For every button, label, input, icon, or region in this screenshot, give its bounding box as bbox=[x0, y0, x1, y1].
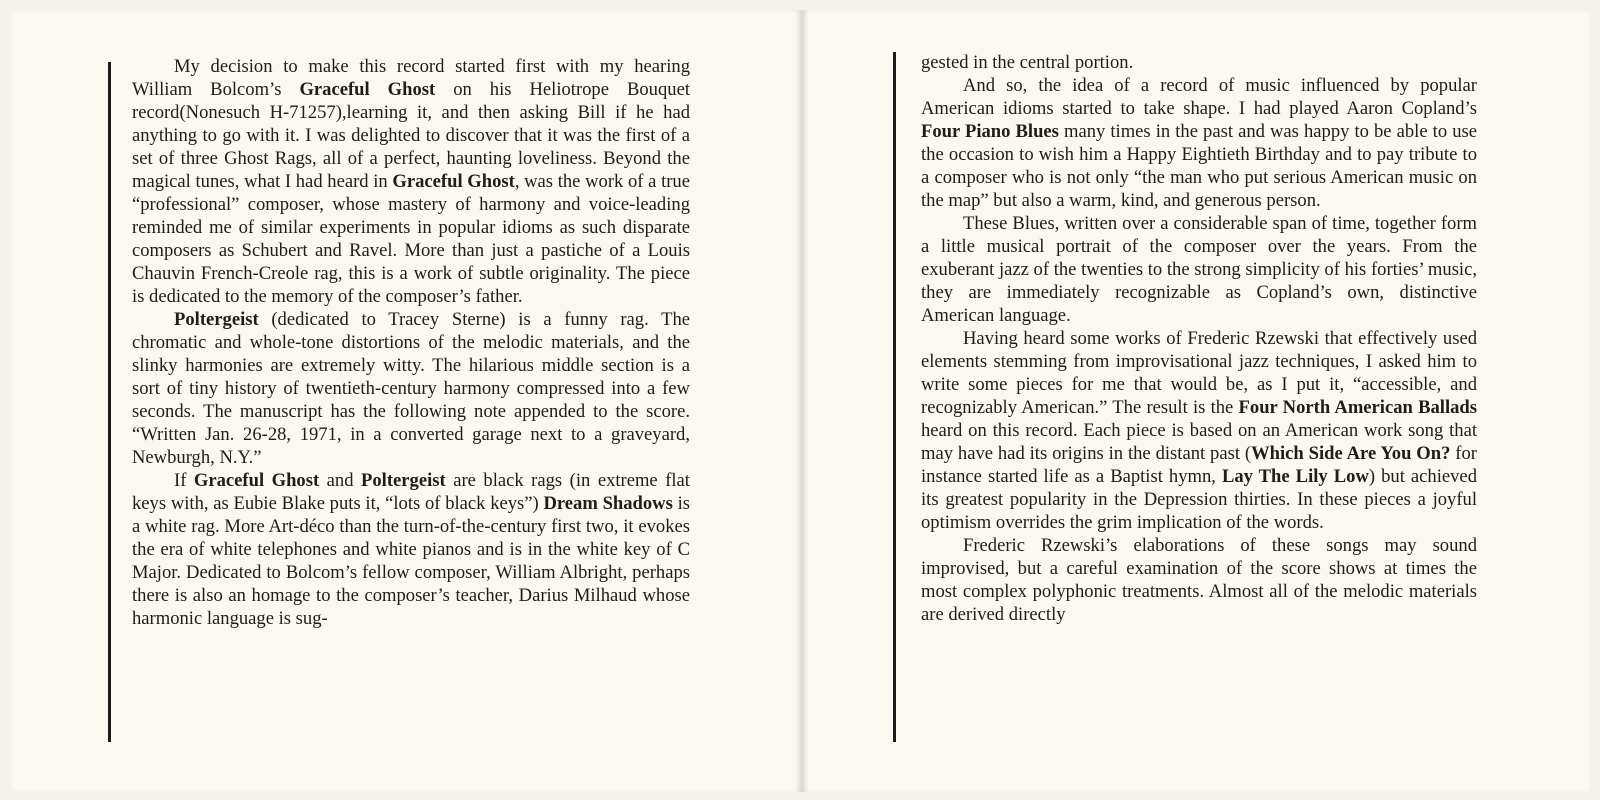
text-segment: are black rags (in extreme flat keys with, as Eubie Blake puts it, “lots of black keys”) bbox=[132, 470, 690, 514]
right-margin-rule bbox=[893, 52, 896, 742]
bold-title-text: Graceful Ghost bbox=[392, 171, 515, 192]
bold-title-text: Lay The Lily Low bbox=[1221, 466, 1369, 487]
text-segment: on his Heliotrope Bouquet record(Nonesuch H-71257),learning it, and then asking Bill if he had anything to go with it. I was delighted to discover that it was the first of a set of three Ghost Rags, all of a perfect, haunting loveliness. Beyond the magical tunes, what I had heard in bbox=[132, 79, 690, 192]
text-segment: If bbox=[174, 470, 194, 491]
text-segment: gested in the central portion. bbox=[921, 52, 1134, 73]
paragraph bbox=[132, 308, 690, 469]
left-text-column bbox=[132, 55, 690, 630]
paragraph bbox=[921, 212, 1477, 327]
text-segment: and bbox=[319, 470, 362, 491]
paragraph bbox=[132, 55, 690, 308]
bold-title-text: Graceful Ghost bbox=[193, 470, 320, 491]
text-segment: many times in the past and was happy to be able to use the occasion to wish him a Happy Eightieth Birthday and to pay tribute to a composer who is not only “the man who put serious American music on the map” but also a warm, kind, and generous person. bbox=[921, 121, 1477, 211]
paragraph bbox=[921, 534, 1477, 626]
bold-title-text: Dream Shadows bbox=[543, 493, 673, 514]
text-segment: is a white rag. More Art-déco than the turn-of-the-century first two, it evokes the era of white telephones and white pianos and is in the white key of C Major. Dedicated to Bolcom’s fellow composer, William Albright, perhaps there is also an homage to the composer’s teacher, Darius Milhaud whose harmonic language is sug- bbox=[132, 493, 690, 629]
text-segment: , was the work of a true “professional” composer, whose mastery of harmony and voice-leading reminded me of similar experiments in popular idioms as such disparate composers as Schubert and Ravel. More than just a pastiche of a Louis Chauvin French-Creole rag, this is a work of subtle originality. The piece is dedicated to the memory of the composer’s father. bbox=[132, 171, 690, 307]
text-segment: These Blues, written over a considerable span of time, together form a little musical portrait of the composer over the years. From the exuberant jazz of the twenties to the strong simplicity of his forties’ music, they are immediately recognizable as Copland’s own, distinctive American language. bbox=[921, 213, 1477, 326]
text-segment: And so, the idea of a record of music influenced by popular American idioms started to take shape. I had played Aaron Copland’s bbox=[921, 75, 1477, 119]
text-segment: My decision to make this record started first with my hearing William Bolcom’s bbox=[132, 56, 690, 100]
paragraph bbox=[921, 74, 1477, 212]
text-segment: for instance started life as a Baptist hymn, bbox=[921, 443, 1477, 487]
paragraph bbox=[921, 51, 1477, 74]
text-segment: (dedicated to Tracey Sterne) is a funny rag. The chromatic and whole-tone distortions of the melodic materials, and the slinky harmonies are extremely witty. The hilarious middle section is a sort of tiny history of twentieth-century harmony compressed into a few seconds. The manuscript has the following note appended to the score. “Written Jan. 26-28, 1971, in a converted garage next to a graveyard, Newburgh, N.Y.” bbox=[132, 309, 690, 468]
bold-title-text: Graceful Ghost bbox=[299, 79, 436, 100]
bold-title-text: Poltergeist bbox=[361, 470, 446, 491]
bold-title-text: Four Piano Blues bbox=[921, 121, 1059, 142]
right-text-column bbox=[921, 51, 1477, 626]
page-gutter bbox=[795, 10, 809, 792]
text-segment: Frederic Rzewski’s elaborations of these songs may sound improvised, but a careful examination of the score shows at times the most complex polyphonic treatments. Almost all of the melodic materials are derived directly bbox=[921, 535, 1477, 625]
bold-title-text: Which Side Are You On? bbox=[1251, 443, 1451, 464]
bold-title-text: Four North American Ballads bbox=[1238, 397, 1477, 418]
left-margin-rule bbox=[108, 62, 111, 742]
text-segment: heard on this record. Each piece is based on an American work song that may have had its origins in the distant past ( bbox=[921, 420, 1477, 464]
paragraph bbox=[921, 327, 1477, 534]
text-segment: ) but achieved its greatest popularity in the Depression thirties. In these pieces a joyful optimism overrides the grim implication of the words. bbox=[921, 466, 1477, 533]
bold-title-text: Poltergeist bbox=[174, 309, 259, 330]
text-segment: Having heard some works of Frederic Rzewski that effectively used elements stemming from improvisational jazz techniques, I asked him to write some pieces for me that would be, as I put it, “accessible, and recognizably American.” The result is the bbox=[921, 328, 1477, 418]
paragraph bbox=[132, 469, 690, 630]
